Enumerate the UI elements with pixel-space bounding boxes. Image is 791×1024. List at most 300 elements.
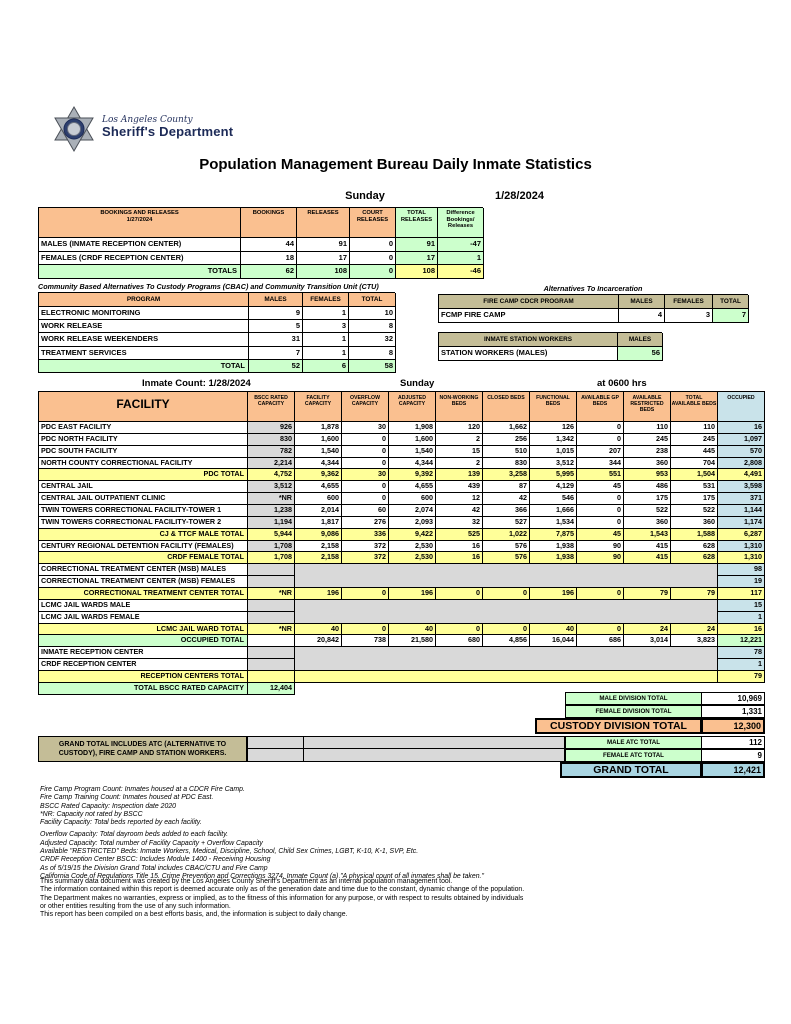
bscc-cell [248,671,295,683]
value-cell: 0 [342,434,389,446]
value-cell: 415 [624,552,671,564]
value-cell: 44 [241,238,297,252]
value-cell: 1,588 [671,529,718,541]
bscc-cell: 782 [248,446,295,458]
row-label: FCMP FIRE CAMP [439,309,619,323]
value-cell: 91 [297,238,350,252]
value-cell: 17 [297,252,350,266]
value-cell: 40 [295,624,342,636]
merged-span-cell [295,671,718,683]
footnote-line: As of 5/19/15 the Division Grand Total includes CBAC/CTU and Fire Camp [40,864,268,872]
table-row [39,671,765,683]
total-value: 112 [702,736,765,749]
value-cell: 600 [389,493,436,505]
facility-label: TOTAL BSCC RATED CAPACITY [39,683,248,695]
footnote-line: Overflow Capacity: Total dayroom beds added to each facility. [40,831,229,839]
facility-label: CORRECTIONAL TREATMENT CENTER (MSB) FEMALES [39,576,248,588]
total-label: MALE DIVISION TOTAL [565,692,702,705]
inmate-count-day: Sunday [400,378,435,389]
table-row [39,600,765,612]
value-cell: 16 [436,552,483,564]
value-cell: 0 [436,588,483,600]
value-cell: 4,129 [530,481,577,493]
occupied-cell: 1,310 [718,541,765,553]
report-day: Sunday [345,190,385,202]
value-cell: 139 [436,469,483,481]
value-cell: 628 [671,541,718,553]
value-cell: 1,342 [530,434,577,446]
inmate-count-time: at 0600 hrs [597,378,647,389]
footnote-line: Fire Camp Training Count: Inmates housed at PDC East. [40,794,214,802]
facility-label: CENTURY REGIONAL DETENTION FACILITY (FEMALES) [39,541,248,553]
table-row [39,458,765,470]
merged-span-cell [295,612,718,624]
table-row [39,659,765,671]
bscc-cell: 1,708 [248,541,295,553]
column-header: NON-WORKING BEDS [436,391,483,422]
value-cell: 4,655 [295,481,342,493]
bscc-cell [248,659,295,671]
bookings-date: 1/27/2024 [126,216,153,223]
table-row [39,612,765,624]
table-row [39,347,395,360]
value-cell: 0 [342,493,389,505]
grand-total-value: 12,300 [702,718,765,734]
value-cell: 5 [249,320,303,333]
value-cell: 10 [349,307,396,320]
table-row [39,647,765,659]
value-cell: 360 [624,458,671,470]
column-header: RELEASES [297,208,350,238]
value-cell: 0 [577,588,624,600]
value-cell: 0 [342,624,389,636]
value-cell: 439 [436,481,483,493]
column-header: OCCUPIED [718,391,765,422]
bscc-cell [248,635,295,647]
table-row [39,238,483,252]
table-row [39,307,395,320]
facility-label: LCMC JAIL WARDS MALE [39,600,248,612]
bscc-cell: 830 [248,434,295,446]
row-label: ELECTRONIC MONITORING [39,307,249,320]
column-header: COURT RELEASES [350,208,396,238]
table-row [39,320,395,333]
value-cell: 0 [483,588,530,600]
value-cell: 18 [241,252,297,266]
value-cell: 1 [303,307,349,320]
bookings-body [39,238,483,279]
value-cell: 1 [303,347,349,360]
value-cell: 2,074 [389,505,436,517]
occupied-cell: 2,808 [718,458,765,470]
column-header: MALES [249,293,303,307]
facility-label: RECEPTION CENTERS TOTAL [39,671,248,683]
cbac-table [38,292,395,373]
value-cell: 3,823 [671,635,718,647]
bookings-title: BOOKINGS AND RELEASES [100,210,179,216]
bookings-header-row [39,208,483,238]
value-cell: 9,362 [295,469,342,481]
value-cell: 60 [342,505,389,517]
value-cell: 2,158 [295,552,342,564]
column-header: INMATE STATION WORKERS [439,333,618,347]
value-cell: 2,530 [389,552,436,564]
bookings-table [38,207,483,279]
value-cell: 3,014 [624,635,671,647]
value-cell: 1,908 [389,422,436,434]
occupied-cell: 15 [718,600,765,612]
value-cell: 0 [342,446,389,458]
value-cell: 510 [483,446,530,458]
occupied-cell: 12,221 [718,635,765,647]
merged-span-cell [295,564,718,576]
value-cell: 1 [438,252,484,266]
value-cell: 7 [249,347,303,360]
facility-label: PDC SOUTH FACILITY [39,446,248,458]
occupied-cell: 4,491 [718,469,765,481]
footnote-line: Adjusted Capacity: Total number of Facility Capacity + Overflow Capacity [40,839,263,847]
column-header: PROGRAM [39,293,249,307]
footnote-line: *NR: Capacity not rated by BSCC [40,810,143,818]
row-label: TREATMENT SERVICES [39,347,249,360]
total-value: 9 [702,749,765,762]
column-header: AVAILABLE RESTRICTED BEDS [624,391,671,422]
value-cell: 445 [671,446,718,458]
value-cell: 58 [349,360,396,373]
occupied-cell: 16 [718,422,765,434]
value-cell: 576 [483,541,530,553]
value-cell: 110 [624,422,671,434]
facility-label: CORRECTIONAL TREATMENT CENTER (MSB) MALES [39,564,248,576]
value-cell: 1,022 [483,529,530,541]
facility-header-row [39,391,765,422]
value-cell: 17 [396,252,438,266]
value-cell: -46 [438,265,484,279]
merged-span-cell [295,659,718,671]
value-cell: 108 [297,265,350,279]
facility-label: CRDF RECEPTION CENTER [39,659,248,671]
value-cell: 62 [241,265,297,279]
logo-county-name: Los Angeles County [102,115,193,125]
facility-label: TWIN TOWERS CORRECTIONAL FACILITY-TOWER 2 [39,517,248,529]
value-cell: 0 [577,505,624,517]
value-cell: 576 [483,552,530,564]
value-cell: 3 [303,320,349,333]
value-cell: 953 [624,469,671,481]
value-cell: 79 [671,588,718,600]
value-cell: 7 [713,309,749,323]
value-cell: 1,817 [295,517,342,529]
column-header: FUNCTIONAL BEDS [530,391,577,422]
value-cell: 15 [436,446,483,458]
footnote-line: BSCC Rated Capacity: Inspection date 2020 [40,802,176,810]
table-row [39,576,765,588]
table-row [39,552,765,564]
footnote-line: CRDF Reception Center BSCC: Includes Module 1400 - Receiving Housing [40,856,271,864]
facility-label: PDC NORTH FACILITY [39,434,248,446]
value-cell: 486 [624,481,671,493]
value-cell: 16 [436,541,483,553]
value-cell: 90 [577,541,624,553]
column-header: CLOSED BEDS [483,391,530,422]
value-cell: 196 [389,588,436,600]
bookings-title-cell [39,208,241,238]
value-cell: 91 [396,238,438,252]
value-cell: 175 [671,493,718,505]
disclaimer-line: The information contained within this report is deemed accurate only as of the generation date and time due to the constant, dynamic change of the population. [40,886,525,894]
value-cell: 360 [671,517,718,529]
value-cell: 24 [624,624,671,636]
value-cell: 2,158 [295,541,342,553]
row-label: MALES (INMATE RECEPTION CENTER) [39,238,241,252]
value-cell: 12 [436,493,483,505]
value-cell: 1,600 [389,434,436,446]
bscc-cell: *NR [248,624,295,636]
value-cell: 600 [295,493,342,505]
occupied-cell: 6,287 [718,529,765,541]
occupied-cell: 1 [718,659,765,671]
value-cell: 372 [342,541,389,553]
cbac-body [39,307,395,373]
footnote-line: Fire Camp Program Count: Inmates housed at a CDCR Fire Camp. [40,786,245,793]
value-cell: 2 [436,458,483,470]
value-cell: 551 [577,469,624,481]
value-cell: 738 [342,635,389,647]
station-workers-table [438,332,662,361]
value-cell: 9,422 [389,529,436,541]
bscc-cell [248,576,295,588]
column-header: MALES [618,333,663,347]
footnote-line: Facility Capacity: Total beds reported by each facility. [40,819,202,827]
value-cell: 2,093 [389,517,436,529]
occupied-cell: 1,144 [718,505,765,517]
footnote-line: California Code of Regulations Title 15. Crime Prevention and Corrections 3274. Inmate Count (a) "A physical count of all inmates shall be taken." [40,872,484,880]
column-header: TOTAL AVAILABLE BEDS [671,391,718,422]
value-cell: 256 [483,434,530,446]
fire-camp-header-row [439,295,748,309]
value-cell: 87 [483,481,530,493]
column-header: BSCC RATED CAPACITY [248,391,295,422]
table-row [39,265,483,279]
grand-total-label: CUSTODY DIVISION TOTAL [535,718,702,734]
bscc-cell: 1,238 [248,505,295,517]
value-cell: 9,086 [295,529,342,541]
value-cell: 4,344 [295,458,342,470]
value-cell: 1,600 [295,434,342,446]
occupied-cell: 78 [718,647,765,659]
occupied-cell: 570 [718,446,765,458]
value-cell: 24 [671,624,718,636]
value-cell: 79 [624,588,671,600]
merged-span-cell [295,600,718,612]
column-header: FACILITY [39,391,248,422]
row-label: WORK RELEASE WEEKENDERS [39,333,249,346]
bscc-cell [248,600,295,612]
table-row [39,360,395,373]
value-cell: 6 [303,360,349,373]
table-row [39,469,765,481]
bscc-cell: 12,404 [248,683,295,695]
merged-span-cell [295,647,718,659]
facility-label: CRDF FEMALE TOTAL [39,552,248,564]
facility-label: PDC EAST FACILITY [39,422,248,434]
value-cell: 8 [349,320,396,333]
value-cell: 20,842 [295,635,342,647]
occupied-cell: 98 [718,564,765,576]
total-value: 10,969 [702,692,765,705]
value-cell: 32 [349,333,396,346]
occupied-cell: 1,310 [718,552,765,564]
facility-label: CORRECTIONAL TREATMENT CENTER TOTAL [39,588,248,600]
table-row [39,333,395,346]
facility-label: INMATE RECEPTION CENTER [39,647,248,659]
value-cell: 0 [342,481,389,493]
value-cell: 196 [295,588,342,600]
bscc-cell [248,612,295,624]
value-cell: 21,580 [389,635,436,647]
column-header: FEMALES [665,295,713,309]
value-cell: 42 [436,505,483,517]
value-cell: 0 [350,265,396,279]
value-cell: 1,543 [624,529,671,541]
grand-gray-span [304,749,565,762]
value-cell: 4,344 [389,458,436,470]
value-cell: 30 [342,422,389,434]
value-cell: 5,995 [530,469,577,481]
value-cell: 0 [577,422,624,434]
facility-label: CENTRAL JAIL [39,481,248,493]
table-row [39,505,765,517]
value-cell: 344 [577,458,624,470]
grand-gray-cell [247,736,304,749]
bscc-cell: 2,214 [248,458,295,470]
bscc-cell: 926 [248,422,295,434]
column-header: OVERFLOW CAPACITY [342,391,389,422]
value-cell: 1 [303,333,349,346]
column-header: TOTAL [713,295,749,309]
value-cell: 546 [530,493,577,505]
column-header: TOTAL [349,293,396,307]
value-cell: 4 [619,309,665,323]
bscc-cell [248,564,295,576]
station-workers-row [439,347,662,361]
grand-total-value: 12,421 [702,762,765,778]
table-row [39,481,765,493]
value-cell: 238 [624,446,671,458]
column-header: TOTAL RELEASES [396,208,438,238]
value-cell: 3,258 [483,469,530,481]
bscc-cell: 1,708 [248,552,295,564]
merged-span-cell [295,576,718,588]
value-cell: 9,392 [389,469,436,481]
occupied-cell: 1 [718,612,765,624]
value-cell: 1,504 [671,469,718,481]
value-cell: 45 [577,481,624,493]
alternatives-title: Alternatives To Incarceration [543,284,643,293]
value-cell: 56 [618,347,663,361]
facility-label: NORTH COUNTY CORRECTIONAL FACILITY [39,458,248,470]
bscc-cell: *NR [248,493,295,505]
value-cell: 0 [577,493,624,505]
value-cell: 4,655 [389,481,436,493]
table-row [39,422,765,434]
value-cell: 830 [483,458,530,470]
cbac-header-row [39,293,395,307]
facility-label: PDC TOTAL [39,469,248,481]
value-cell: 276 [342,517,389,529]
value-cell: 522 [671,505,718,517]
sheriff-star-icon [52,106,96,152]
facility-body [39,422,765,695]
value-cell: 360 [624,517,671,529]
logo-department-name: Sheriff's Department [102,124,234,139]
table-row [39,635,765,647]
value-cell: 686 [577,635,624,647]
grand-gray-cell [247,749,304,762]
facility-table [38,391,765,695]
value-cell: 40 [389,624,436,636]
value-cell: 4,856 [483,635,530,647]
value-cell: 2 [436,434,483,446]
value-cell: 40 [530,624,577,636]
occupied-cell: 117 [718,588,765,600]
value-cell: 2,530 [389,541,436,553]
value-cell: 366 [483,505,530,517]
table-row [39,624,765,636]
occupied-cell: 371 [718,493,765,505]
value-cell: 1,938 [530,552,577,564]
row-label: TOTAL [39,360,249,373]
value-cell: 52 [249,360,303,373]
occupied-cell: 16 [718,624,765,636]
table-row [39,252,483,266]
disclaimer-line: This report has been compiled on a best efforts basis, and, the information is subject to daily change. [40,911,348,919]
table-row [39,493,765,505]
value-cell: 7,875 [530,529,577,541]
value-cell: 1,666 [530,505,577,517]
facility-label: OCCUPIED TOTAL [39,635,248,647]
value-cell: 336 [342,529,389,541]
value-cell: 0 [483,624,530,636]
grand-total-label: GRAND TOTAL [560,762,702,778]
table-row [39,564,765,576]
value-cell: 8 [349,347,396,360]
table-row [39,588,765,600]
total-value: 1,331 [702,705,765,718]
occupied-cell: 1,097 [718,434,765,446]
value-cell: 196 [530,588,577,600]
value-cell: 32 [436,517,483,529]
grand-total-note: GRAND TOTAL INCLUDES ATC (ALTERNATIVE TO CUSTODY), FIRE CAMP AND STATION WORKERS. [38,736,247,762]
facility-label: LCMC JAIL WARDS FEMALE [39,612,248,624]
value-cell: 1,662 [483,422,530,434]
footnotes [40,786,640,881]
value-cell: 110 [671,422,718,434]
row-label: WORK RELEASE [39,320,249,333]
disclaimer-line: or other entities resulting from the use of any such information. [40,902,231,910]
value-cell: 1,878 [295,422,342,434]
value-cell: 1,938 [530,541,577,553]
occupied-cell: 79 [718,671,765,683]
report-date: 1/28/2024 [495,190,544,202]
station-workers-header-row [439,333,662,347]
value-cell: 1,540 [295,446,342,458]
value-cell: 42 [483,493,530,505]
column-header: AVAILABLE GP BEDS [577,391,624,422]
value-cell: 527 [483,517,530,529]
disclaimer-line: The Department makes no warranties, express or implied, as to the fitness of this information for any purpose, or with respect to results obtained by individuals [40,894,524,902]
inmate-count-label: Inmate Count: 1/28/2024 [142,378,251,389]
